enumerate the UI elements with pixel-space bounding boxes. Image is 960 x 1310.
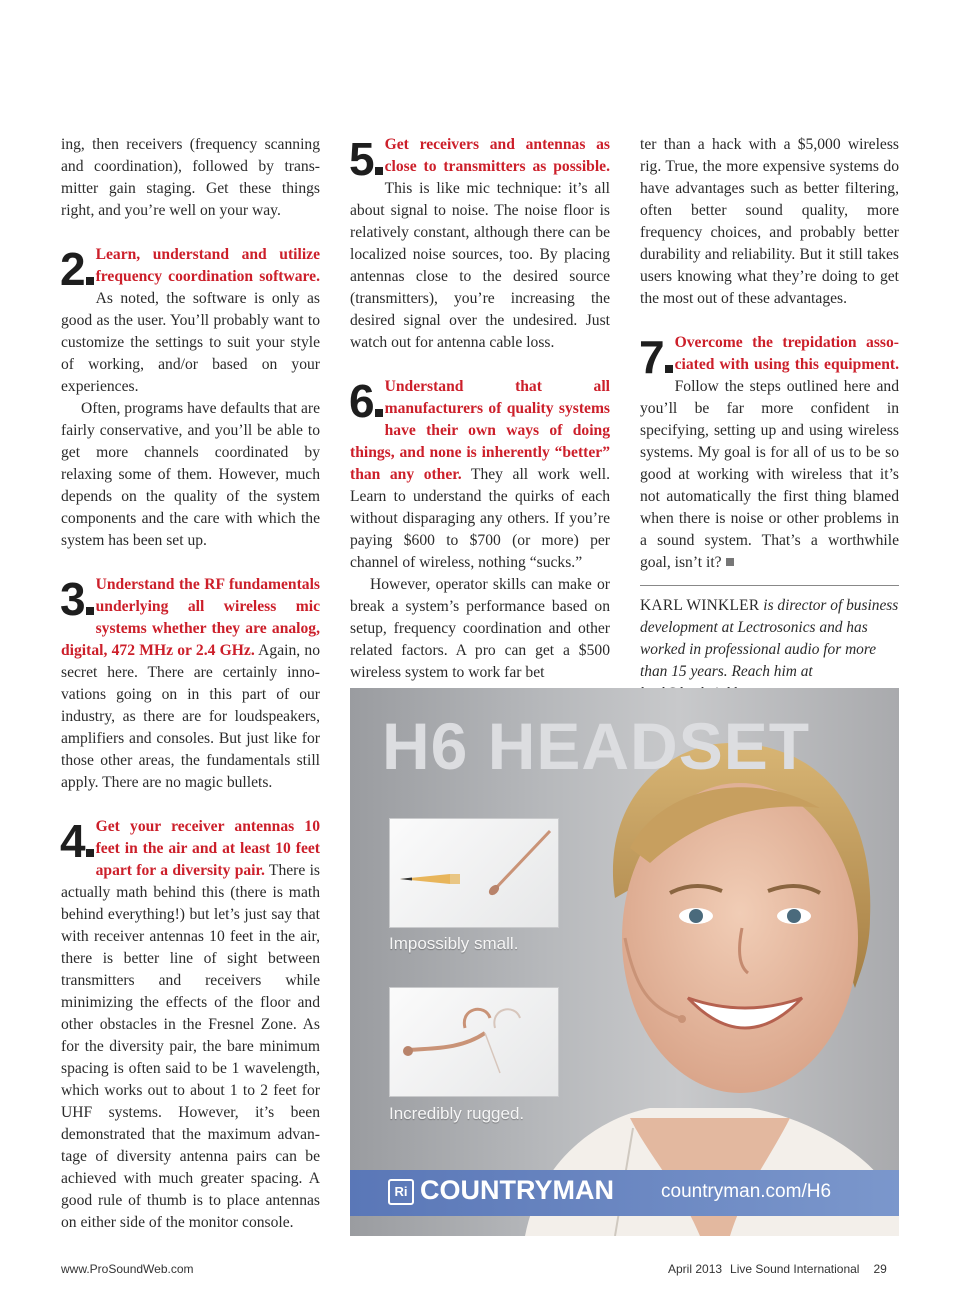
tip-heading: Overcome the trepidation associated with using this equipment. (674, 334, 899, 373)
tip-heading: Learn, understand and utilize frequency coordination software. (95, 246, 320, 285)
tip-number: 7 (639, 337, 673, 377)
ad-url-link[interactable]: countryman.com/H6 (661, 1181, 832, 1202)
tip-3 (61, 574, 320, 794)
tip-number: 5 (349, 139, 383, 179)
tip-heading: Get receivers and antennas as close to transmitters as possible. (384, 136, 610, 175)
column-2 (350, 134, 610, 684)
footer-page-number: 29 (873, 1262, 887, 1276)
author-name: KARL WINKLER (640, 597, 760, 614)
product-panel-small (389, 818, 559, 928)
tip-body: There is actually math behind this (there is math behind everything!) but let’s just say that with receiver antennas 10 feet in the air, there is better line of sight between transmitters and receivers while minimizing the effects of the floor and other obstacles in the Fresnel Zone. As for the diversity pair, the bare minimum spacing is often said to be 1 wavelength, which works out to about 1 to 2 feet for UHF systems. However, it’s been demonstrated that the maximum advantage of diversity antenna pairs can be achieved with much greater spacing. A good rule of thumb is to place antennas on either side of the monitor console. (61, 862, 320, 1231)
tip-6 (350, 376, 610, 684)
footer-date: April 2013 (668, 1262, 723, 1276)
tip-number: 2 (60, 249, 94, 289)
tip-body-continued: Often, programs have defaults that are fairly conservative, and you’ll be able to get more channels coordinated by relaxing some of them. However, much depends on the quality of the system components and the care with which the system has been set up. (61, 400, 321, 549)
tip-body-continued: However, operator skills can make or break a system’s performance based on setup, frequency coordination and other related factors. A pro can get a $500 wireless system to work far bet (350, 576, 610, 681)
tip-body: Again, no secret here. There are certainly innovations going on in this part of our industry, as there are for loudspeakers, amplifiers and consoles. But just like for those other areas, the fundamentals still apply. There are no magic bullets. (61, 642, 320, 791)
author-bio (640, 585, 899, 705)
headset-mic-icon (390, 988, 558, 1096)
intro-paragraph: ing, then receivers (frequency scanning and coordination), followed by transmitter gain staging. Get these things right, and you’re well on your way. (61, 136, 320, 219)
tip-body: Follow the steps outlined here and you’ll be far more confident in specifying, setting up and using wireless systems. My goal is for all of us to be so good at working with wireless that it’s not automatically the first thing blamed when there is noise or other problems in a sound system. That’s a worthwhile goal, isn’t it? (640, 378, 899, 571)
tip-number: 6 (349, 381, 383, 421)
pencil-and-mic-icon (390, 819, 558, 927)
footer-website: www.ProSoundWeb.com (61, 1262, 194, 1276)
tip-heading: Understand that all manufacturers of quality systems have their own ways of doing things, and none is inherently “better” than any other. (350, 378, 610, 483)
tip-2 (61, 244, 320, 552)
end-mark-icon (726, 558, 734, 566)
product-panel-rugged (389, 987, 559, 1097)
tip-body: This is like mic technique: it’s all about signal to noise. The noise floor is relatively constant, although there can be localized noise sources, too. By placing antennas close to the desired source (transmitters), you’re increasing the desired signal over the undesired. Just watch out for antenna cable loss. (350, 180, 610, 351)
countryman-logo (388, 1175, 614, 1206)
author-description: is director of business development at Lectrosonics and has worked in professional audio for more than 15 years. Reach him at (640, 597, 899, 680)
caption-small: Impossibly small. (389, 934, 519, 953)
countryman-logo-icon: Ri (388, 1179, 414, 1205)
tip-heading: Get your receiver antennas 10 feet in the air and at least 10 feet apart for a diversity pair. (95, 818, 320, 879)
footer-issue-info (668, 1262, 887, 1276)
column-3 (640, 134, 899, 705)
countryman-advertisement[interactable] (350, 688, 899, 1236)
ad-title: H6 HEADSET (382, 709, 811, 783)
footer-publication: Live Sound International (730, 1262, 860, 1276)
tip-heading: Understand the RF fundamentals underlying all wireless mic systems whether they are analog, digital, 472 MHz or 2.4 GHz. (61, 576, 320, 659)
tip-number: 4 (60, 821, 94, 861)
ad-brand-bar[interactable] (350, 1170, 899, 1216)
tip-number: 3 (60, 579, 94, 619)
tip-5 (350, 134, 610, 354)
continued-paragraph: ter than a hack with a $5,000 wireless rig. True, the more expensive systems do have advantages such as better filtering, often better sound quality, more frequency choices, and probably better durability and reliability. But it still takes users knowing what they’re doing to get the most out of these advantages. (640, 136, 899, 307)
tip-body: They all work well. Learn to understand the quirks of each without disparaging any others. If you’re paying $600 to $700 (or more) per channel of wireless, nothing “sucks.” (350, 466, 610, 571)
column-1 (61, 134, 320, 1234)
tip-body: As noted, the software is only as good as the user. You’ll probably want to customize the settings to suit your style of working, and/or based on your experiences. (61, 290, 320, 395)
caption-rugged: Incredibly rugged. (389, 1104, 525, 1123)
tip-7 (640, 332, 899, 574)
brand-name: COUNTRYMAN (420, 1175, 614, 1205)
tip-4 (61, 816, 320, 1234)
